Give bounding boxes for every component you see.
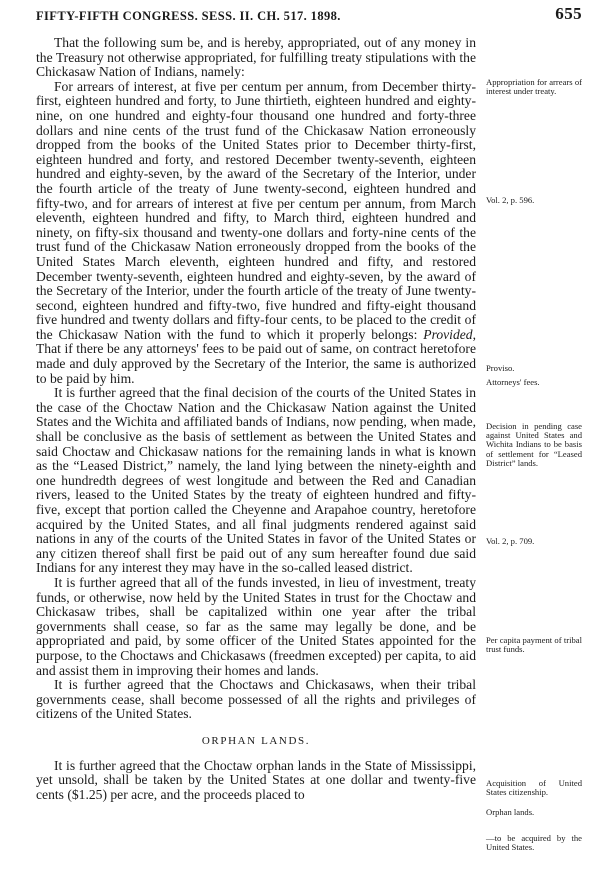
sidenote-citizenship: Acquisition of United States citizenship. — [486, 778, 582, 798]
sidenote-orphan-lands: Orphan lands. — [486, 807, 535, 817]
paragraph-orphan-lands: It is further agreed that the Choctaw orphan lands in the State of Mississippi, yet unsold, shall be taken by the United States at one dollar and twenty-five cents ($1.25) per acre, and the proceeds placed to — [36, 757, 476, 802]
arrears-text: For arrears of interest, at five per centum per annum, from December thirty-first, eighteen hundred and forty, to June thirtieth, eighteen hundred and eighty-nine, on one hundred and eighty-four thousand one hundred and forty-three dollars and nine cents of the trust fund of the Chickasaw Nation erroneously dropped from the books of the United States prior to December thirty-first, eighteen hundred and forty, and restored December twenty-seventh, eighteen hundred and eighty-seven, by the award of the Secretary of the Interior, under the fourth article of the treaty of June twenty-second, eighteen hundred and fifty-two, and for arrears of interest at five per centum per annum, from March eleventh, eighteen hundred and fifty, to March third, eighteen hundred and ninety, on fifty-six thousand and twenty-one dollars and forty-nine cents of the trust fund of the Chickasaw Nation erroneously dropped from the books of the United States March eleventh, eighteen hundred and fifty, and restored December twenty-seventh, eighteen hundred and eighty-seven, by the award of the Secretary of the Interior, under the fourth article of the treaty of June twenty-second, eighteen hundred and fifty-two, five hundred and fifty-eight thousand five hundred and twenty dollars and fifty-four cents, to be placed to the credit of the Chickasaw Nation with the fund to which it properly belongs: — [36, 78, 476, 342]
sidenote-volume-reference-2: Vol. 2, p. 709. — [486, 536, 535, 546]
sidenote-pending-case: Decision in pending case against United States and Wichita Indians to be basis of settlement for “Leased District” lands. — [486, 421, 582, 468]
paragraph-arrears-interest — [36, 80, 476, 386]
sidenote-attorneys-fees: Attorneys' fees. — [486, 377, 540, 387]
paragraph-per-capita: It is further agreed that all of the funds invested, in lieu of investment, treaty funds, or otherwise, now held by the United States in trust for the Choctaw and Chickasaw tribes, shall be capitalized within one year after the tribal governments shall cease, so far as the same may legally be done, and be appropriated and paid, by some officer of the United States appointed for the purpose, to the Choctaws and Chickasaws (freedmen excepted) per capita, to aid and assist them in improving their homes and lands. — [36, 574, 476, 678]
paragraph-leased-district: It is further agreed that the final decision of the courts of the United States in the case of the Choctaw Nation and the Chickasaw Nation against the United States and the Wichita and affiliated bands of Indians, now pending, when made, shall be conclusive as the basis of settlement as between the United States and said Choctaw and Chickasaw nations for the remaining lands in what is known as the “Leased District,” namely, the land lying between the ninety-eighth and one hundredth degrees of west longitude and between the Red and Canadian rivers, leased to the United States by the treaty of eighteen hundred and fifty-five, except that portion called the Cheyenne and Arapahoe country, heretofore acquired by the United States, and all final judgments rendered against said nations in any of the courts of the United States in favor of the United States or any citizen thereof shall first be paid out of any sum hereafter found due said Indians for any interest they may have in the so-called leased district. — [36, 385, 476, 576]
page-header — [36, 4, 582, 26]
proviso-text: , That if there be any attorneys' fees to be paid out of same, on contract heretofore made and duly approved by the Secretary of the Interior, the same is authorized to be paid by him. — [36, 326, 476, 386]
sidenote-volume-reference: Vol. 2, p. 596. — [486, 195, 535, 205]
paragraph-appropriation: That the following sum be, and is hereby, appropriated, out of any money in the Treasury not otherwise appropriated, for fulfilling treaty stipulations with the Chickasaw Nation of Indians, namely: — [36, 35, 476, 80]
sidenote-per-capita: Per capita payment of tribal trust funds. — [486, 635, 582, 655]
statute-text — [36, 34, 476, 802]
sidenote-appropriation: Appropriation for arrears of interest under treaty. — [486, 77, 582, 97]
sidenote-proviso: Proviso. — [486, 363, 515, 373]
running-title: FIFTY-FIFTH CONGRESS. SESS. II. CH. 517. 1898. — [36, 9, 341, 23]
paragraph-citizenship: It is further agreed that the Choctaws and Chickasaws, when their tribal governments cease, shall become possessed of all the rights and privileges of citizens of the United States. — [36, 677, 476, 722]
proviso-word: Provided — [423, 326, 473, 342]
section-heading-orphan-lands: ORPHAN LANDS. — [201, 734, 311, 747]
sidenote-acquired: —to be acquired by the United States. — [486, 833, 582, 853]
page-number: 655 — [555, 4, 582, 23]
